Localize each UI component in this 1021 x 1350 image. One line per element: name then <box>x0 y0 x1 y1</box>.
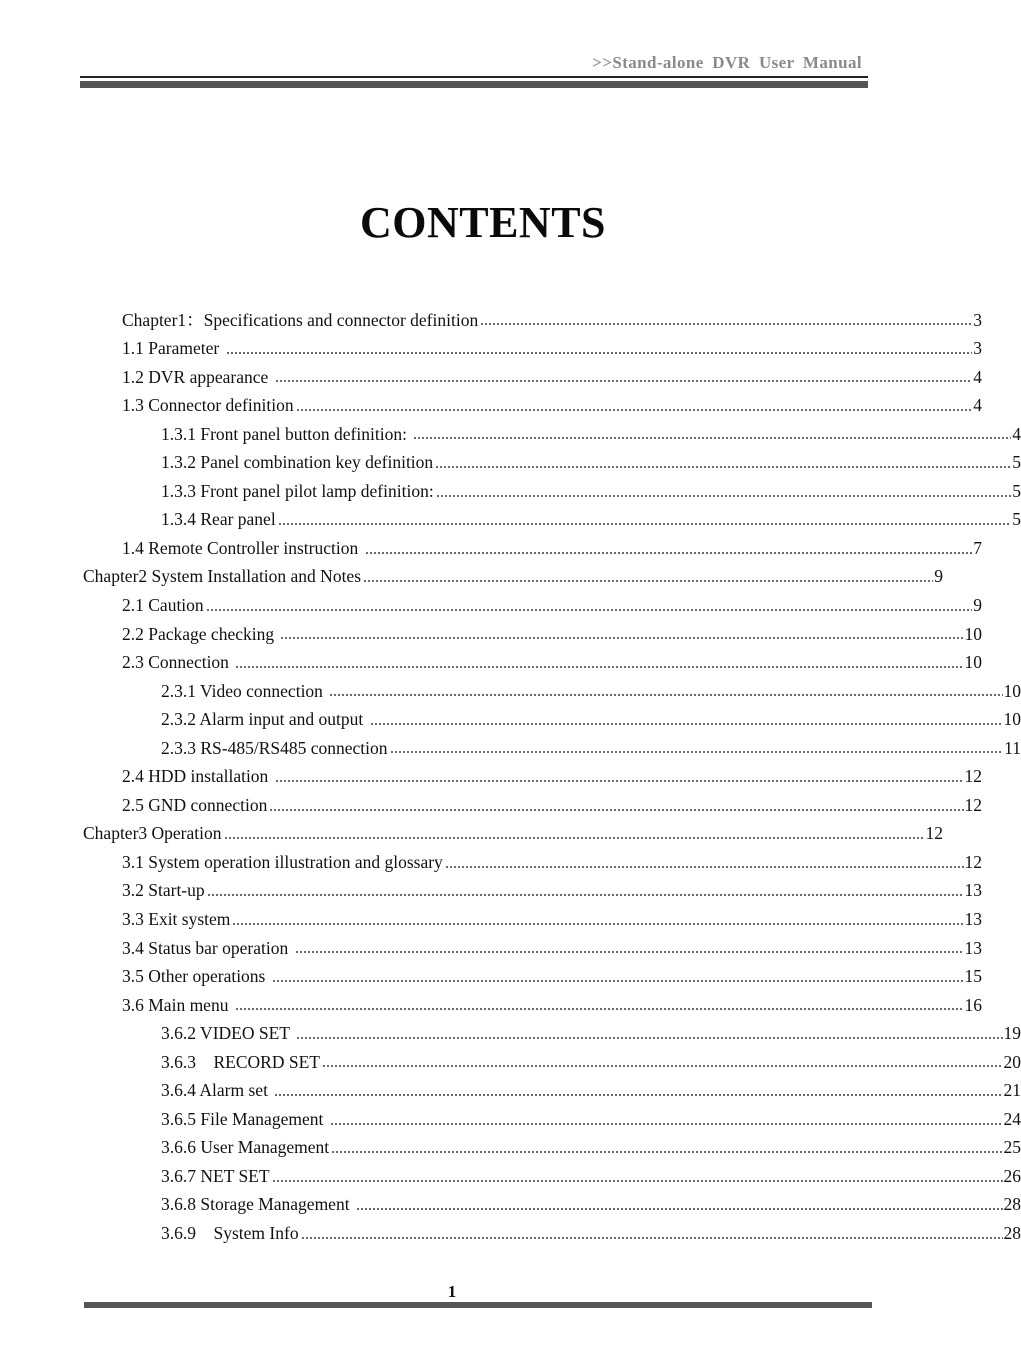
toc-entry-label: 3.6.4 Alarm set <box>161 1080 273 1101</box>
toc-entry[interactable] <box>0 1191 1021 1220</box>
toc-dot-leader <box>329 694 1002 696</box>
toc-entry-label: 2.3.2 Alarm input and output <box>161 709 368 730</box>
toc-entry-page: 13 <box>964 937 982 958</box>
toc-entry[interactable] <box>0 392 982 421</box>
toc-entry-page: 12 <box>964 851 982 872</box>
toc-dot-leader <box>390 751 1004 753</box>
toc-entry-label: 3.1 System operation illustration and glossary <box>122 851 443 872</box>
toc-dot-leader <box>295 951 964 953</box>
toc-dot-leader <box>272 1180 1003 1182</box>
toc-entry[interactable] <box>0 620 982 649</box>
toc-dot-leader <box>435 466 1011 468</box>
toc-entry[interactable] <box>0 848 982 877</box>
toc-entry-page: 10 <box>964 652 982 673</box>
header-rule-thin <box>80 76 868 78</box>
toc-entry-label: 3.6.5 File Management <box>161 1108 328 1129</box>
toc-entry-label: 3.6.7 NET SET <box>161 1165 270 1186</box>
toc-entry-page: 25 <box>1003 1137 1021 1158</box>
toc-dot-leader <box>296 1037 1002 1039</box>
toc-dot-leader <box>226 352 973 354</box>
toc-dot-leader <box>207 894 964 896</box>
toc-entry[interactable] <box>0 763 982 792</box>
toc-entry-label: 1.3.1 Front panel button definition: <box>161 423 412 444</box>
page-title: CONTENTS <box>359 198 607 247</box>
toc-dot-leader <box>235 666 963 668</box>
toc-entry-page: 4 <box>1012 423 1021 444</box>
toc-entry[interactable] <box>0 363 982 392</box>
toc-entry-label: Chapter2 System Installation and Notes <box>83 566 362 587</box>
toc-entry-page: 12 <box>925 823 943 844</box>
toc-dot-leader <box>301 1237 1003 1239</box>
toc-entry[interactable] <box>0 791 982 820</box>
toc-dot-leader <box>274 1094 1002 1096</box>
toc-entry[interactable] <box>0 905 982 934</box>
toc-entry-label: Chapter1：Specifications and connector definition <box>122 309 479 330</box>
toc-entry-page: 13 <box>964 909 982 929</box>
toc-entry-page: 7 <box>973 537 982 558</box>
toc-dot-leader <box>322 1065 1003 1067</box>
toc-entry[interactable] <box>0 877 982 906</box>
toc-entry-label: 1.4 Remote Controller instruction <box>122 537 363 558</box>
toc-entry-label: 2.4 HDD installation <box>122 766 273 787</box>
toc-dot-leader <box>275 780 964 782</box>
toc-entry[interactable] <box>0 1105 1021 1134</box>
toc-entry-page: 5 <box>1012 509 1021 530</box>
toc-entry-label: 3.6.6 User Management <box>161 1137 330 1158</box>
toc-entry-page: 13 <box>964 880 982 901</box>
toc-entry-page: 11 <box>1004 737 1021 758</box>
toc-entry[interactable] <box>0 306 982 335</box>
toc-entry-page: 9 <box>973 594 982 615</box>
toc-entry-label: 1.3.3 Front panel pilot lamp definition: <box>161 480 434 501</box>
toc-entry-page: 4 <box>973 366 982 387</box>
toc-entry-label: 3.5 Other operations <box>122 966 270 987</box>
header-rule-thick <box>80 81 868 88</box>
toc-entry-page: 3 <box>973 309 982 330</box>
toc-entry-label: 3.3 Exit system <box>122 909 231 929</box>
toc-entry-page: 20 <box>1003 1051 1021 1072</box>
toc-entry[interactable] <box>0 734 1021 763</box>
footer-rule <box>84 1302 872 1308</box>
toc-entry-label: 3.6.8 Storage Management <box>161 1194 354 1215</box>
toc-entry-page: 26 <box>1003 1165 1021 1186</box>
toc-entry-label: 1.3.4 Rear panel <box>161 509 276 530</box>
toc-dot-leader <box>330 1123 1003 1125</box>
toc-dot-leader <box>296 409 973 411</box>
toc-entry-label: 2.2 Package checking <box>122 623 279 644</box>
toc-entry[interactable] <box>0 1048 1021 1077</box>
toc-entry-page: 24 <box>1003 1108 1021 1129</box>
toc-dot-leader <box>232 923 963 925</box>
toc-entry[interactable] <box>0 1077 1021 1106</box>
toc-entry[interactable] <box>0 649 982 678</box>
toc-entry[interactable] <box>0 1020 1021 1049</box>
toc-entry-label: 1.3.2 Panel combination key definition <box>161 452 434 473</box>
toc-entry-page: 21 <box>1003 1080 1021 1101</box>
toc-entry[interactable] <box>0 934 982 963</box>
toc-entry-label: 1.1 Parameter <box>122 338 224 359</box>
toc-entry-page: 28 <box>1003 1223 1021 1244</box>
toc-entry-label: 2.5 GND connection <box>122 794 268 815</box>
toc-entry-label: 3.6.9 System Info <box>161 1223 299 1244</box>
toc-entry[interactable] <box>0 1134 1021 1163</box>
toc-entry[interactable] <box>0 820 943 849</box>
toc-entry-page: 10 <box>1003 709 1021 730</box>
toc-dot-leader <box>356 1208 1003 1210</box>
toc-dot-leader <box>235 1008 964 1010</box>
toc-entry-page: 10 <box>964 623 982 644</box>
toc-dot-leader <box>445 866 964 868</box>
toc-dot-leader <box>206 609 973 611</box>
toc-entry-label: 2.3.3 RS-485/RS485 connection <box>161 737 388 758</box>
toc-entry[interactable] <box>0 1162 1021 1191</box>
toc-entry-page: 4 <box>973 395 982 416</box>
toc-entry-page: 15 <box>964 966 982 987</box>
toc-dot-leader <box>278 523 1012 525</box>
toc-entry[interactable] <box>0 420 1021 449</box>
toc-entry[interactable] <box>0 706 1021 735</box>
toc-dot-leader <box>480 323 972 325</box>
toc-dot-leader <box>280 637 963 639</box>
toc-entry-label: 3.6.2 VIDEO SET <box>161 1023 295 1044</box>
toc-entry-label: Chapter3 Operation <box>83 823 222 844</box>
toc-entry-page: 10 <box>1003 680 1021 701</box>
toc-dot-leader <box>363 580 933 582</box>
toc-entry[interactable] <box>0 563 943 592</box>
running-header: >>Stand-alone DVR User Manual <box>592 53 862 72</box>
toc-entry[interactable] <box>0 335 982 364</box>
toc-dot-leader <box>269 809 963 811</box>
toc-entry-page: 5 <box>1012 452 1021 473</box>
toc-entry-page: 19 <box>1003 1023 1021 1044</box>
toc-entry-label: 3.6 Main menu <box>122 994 233 1015</box>
toc-entry[interactable] <box>0 449 1021 478</box>
toc-entry-page: 3 <box>973 338 982 359</box>
toc-entry-page: 12 <box>964 766 982 787</box>
toc-entry-label: 2.1 Caution <box>122 594 204 615</box>
toc-entry-page: 5 <box>1012 480 1021 501</box>
toc-entry-label: 1.2 DVR appearance <box>122 366 273 387</box>
toc-dot-leader <box>275 380 973 382</box>
toc-entry[interactable] <box>0 963 982 992</box>
toc-entry-page: 16 <box>964 994 982 1015</box>
toc-dot-leader <box>224 837 925 839</box>
toc-entry-label: 3.4 Status bar operation <box>122 937 293 958</box>
toc-dot-leader <box>413 437 1011 439</box>
toc-entry[interactable] <box>0 477 1021 506</box>
toc-entry[interactable] <box>0 677 1021 706</box>
toc-entry-label: 3.6.3 RECORD SET <box>161 1051 320 1072</box>
toc-dot-leader <box>331 1151 1002 1153</box>
toc-entry[interactable] <box>0 506 1021 535</box>
toc-entry[interactable] <box>0 991 982 1020</box>
toc-entry-page: 9 <box>934 566 943 587</box>
toc-entry-page: 28 <box>1003 1194 1021 1215</box>
page-number: 1 <box>447 1282 457 1301</box>
toc-dot-leader <box>370 723 1003 725</box>
toc-entry-label: 2.3.1 Video connection <box>161 680 328 701</box>
toc-entry[interactable] <box>0 1220 1021 1249</box>
toc-dot-leader <box>365 552 973 554</box>
toc-entry-label: 3.2 Start-up <box>122 880 205 901</box>
toc-entry-label: 2.3 Connection <box>122 652 234 673</box>
toc-entry-label: 1.3 Connector definition <box>122 395 294 416</box>
toc-dot-leader <box>272 980 964 982</box>
toc-entry-page: 12 <box>964 794 982 815</box>
toc-entry[interactable] <box>0 534 982 563</box>
toc-dot-leader <box>436 495 1012 497</box>
toc-entry[interactable] <box>0 591 982 620</box>
table-of-contents <box>0 306 1021 1248</box>
